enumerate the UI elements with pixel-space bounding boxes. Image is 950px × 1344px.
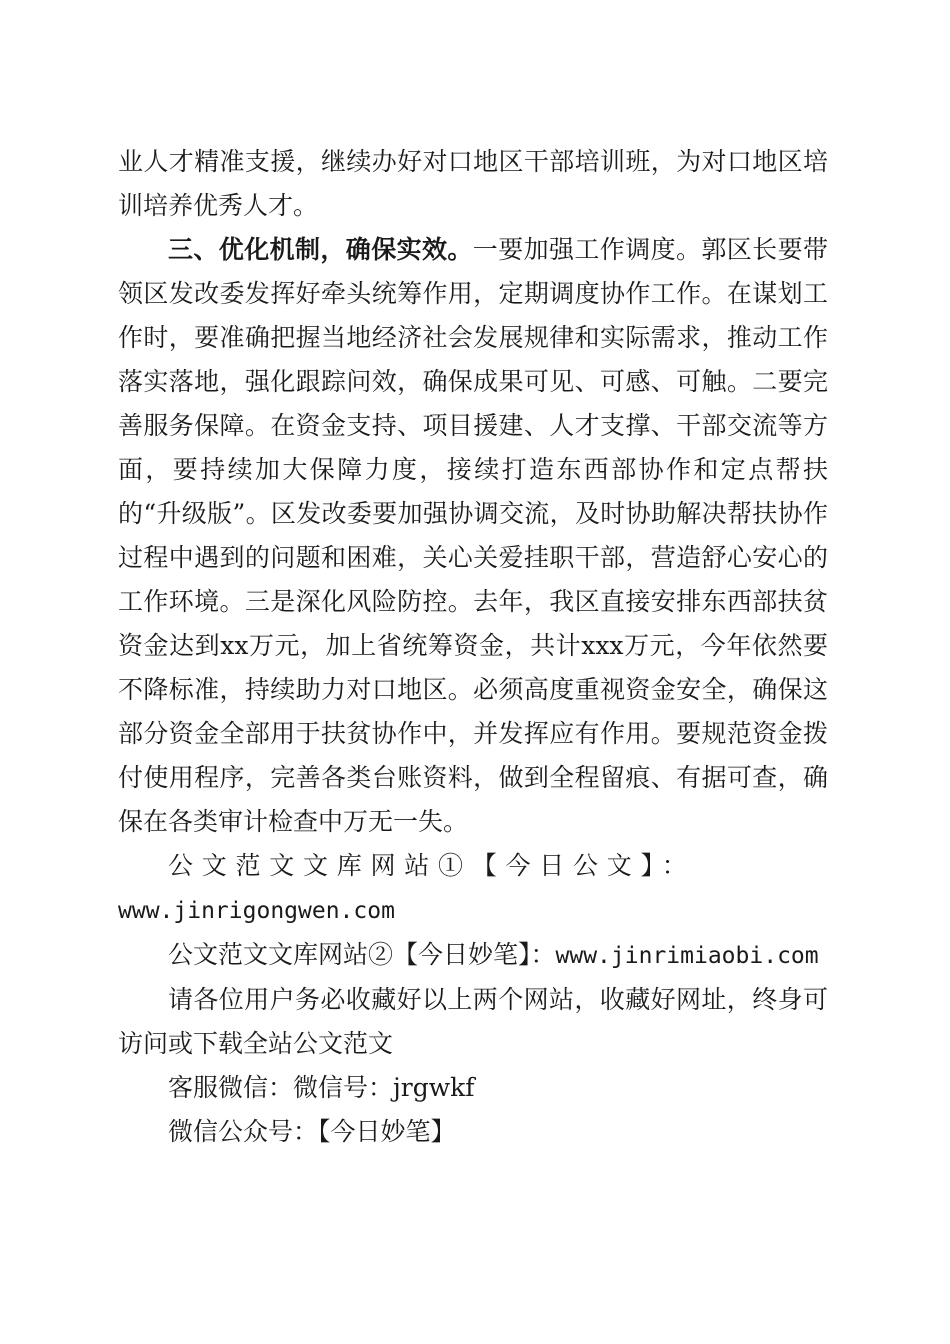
wechat-public-account: 微信公众号：【今日妙笔】 bbox=[168, 1117, 456, 1146]
section-three-body: 一要加强工作调度。郭区长要带领区发改委发挥好牵头统筹作用，定期调度协作工作。在谋划工作时，要准确把握当地经济社会发展规律和实际需求，推动工作落实落地，强化跟踪问效，确保成果可见、可感、可触。二要完善服务保障。在资金支持、项目援建、人才支撑、干部交流等方面，要持续加大保障力度，接续打造东西部协作和定点帮扶的“升级版”。区发改委要加强协调交流，及时协助解决帮扶协作过程中遇到的问题和困难，关心关爱挂职干部，营造舒心安心的工作环境。三是深化风险防控。去年，我区直接安排东西部扶贫资金达到xx万元，加上省统筹资金，共计xxx万元，今年依然要不降标准，持续助力对口地区。必须高度重视资金安全，确保这部分资金全部用于扶贫协作中，并发挥应有作用。要规范资金拨付使用程序，完善各类台账资料，做到全程留痕、有据可查，确保在各类审计检查中万无一失。 bbox=[118, 235, 828, 836]
bookmark-notice: 请各位用户务必收藏好以上两个网站，收藏好网址，终身可访问或下载全站公文范文 bbox=[118, 985, 828, 1058]
customer-service-wechat: 客服微信：微信号：jrgwkf bbox=[168, 1073, 475, 1102]
document-body bbox=[118, 140, 828, 1154]
website-1-url-line bbox=[118, 888, 828, 933]
paragraph-section-three bbox=[118, 228, 828, 844]
website-1-label: 公文范文文库网站①【今日公文】： bbox=[168, 851, 696, 880]
website-2-line bbox=[118, 933, 828, 978]
website-2-url[interactable]: www.jinrimiaobi.com bbox=[555, 943, 819, 969]
website-2-label: 公文范文文库网站②【今日妙笔】： bbox=[168, 940, 556, 969]
website-1-url[interactable]: www.jinrigongwen.com bbox=[118, 898, 395, 924]
paragraph-talent-support: 业人才精准支援，继续办好对口地区干部培训班，为对口地区培训培养优秀人才。 bbox=[118, 147, 828, 220]
section-three-heading: 三、优化机制，确保实效。 bbox=[168, 235, 473, 264]
